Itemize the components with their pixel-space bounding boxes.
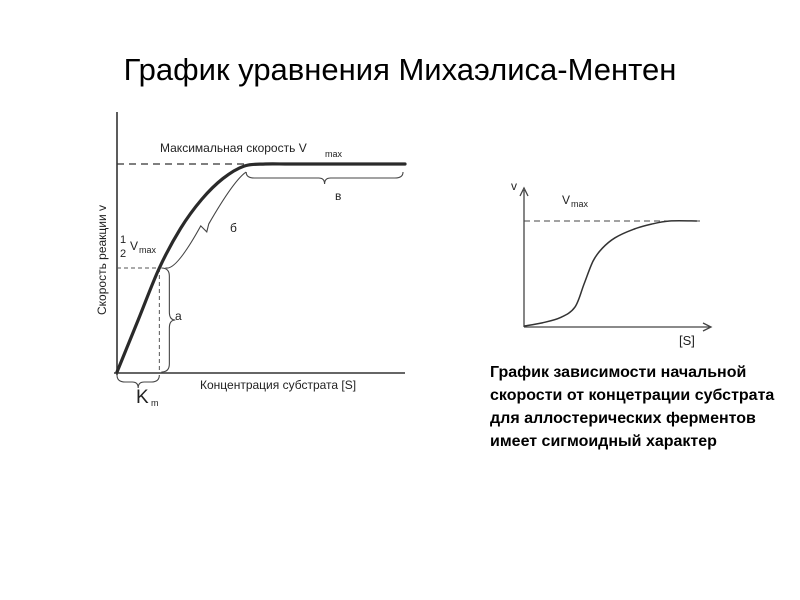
mm-x-axis-label: Концентрация субстрата [S] (200, 378, 357, 392)
mm-half-numerator: 1 (120, 234, 127, 246)
mm-segment-c-label: в (335, 189, 342, 203)
mm-km-label-sub: m (151, 398, 159, 408)
allo-vmax-label: V (562, 193, 571, 207)
mm-half-v-sub: max (139, 245, 157, 255)
mm-vmax-label-sub: max (325, 149, 343, 159)
mm-segment-b-label: б (230, 221, 237, 235)
caption: График зависимости начальной скорости от концетрации субстрата для аллостерических ферментов имеет сигмоидный характер (490, 364, 775, 450)
allo-x-axis-label: [S] (679, 333, 695, 348)
mm-vmax-label: Максимальная скорость V (160, 141, 307, 155)
mm-segment-a-label: а (175, 309, 182, 323)
mm-km-label: K (136, 387, 149, 408)
mm-half-denominator: 2 (120, 248, 127, 260)
slide-title: График уравнения Михаэлиса-Ментен (123, 52, 677, 87)
mm-y-axis-label: Скорость реакции v (95, 204, 109, 315)
allo-vmax-label-sub: max (571, 199, 589, 209)
mm-half-v: V (130, 239, 139, 253)
allo-y-axis-label: v (511, 179, 517, 193)
allo-curve (524, 221, 697, 326)
